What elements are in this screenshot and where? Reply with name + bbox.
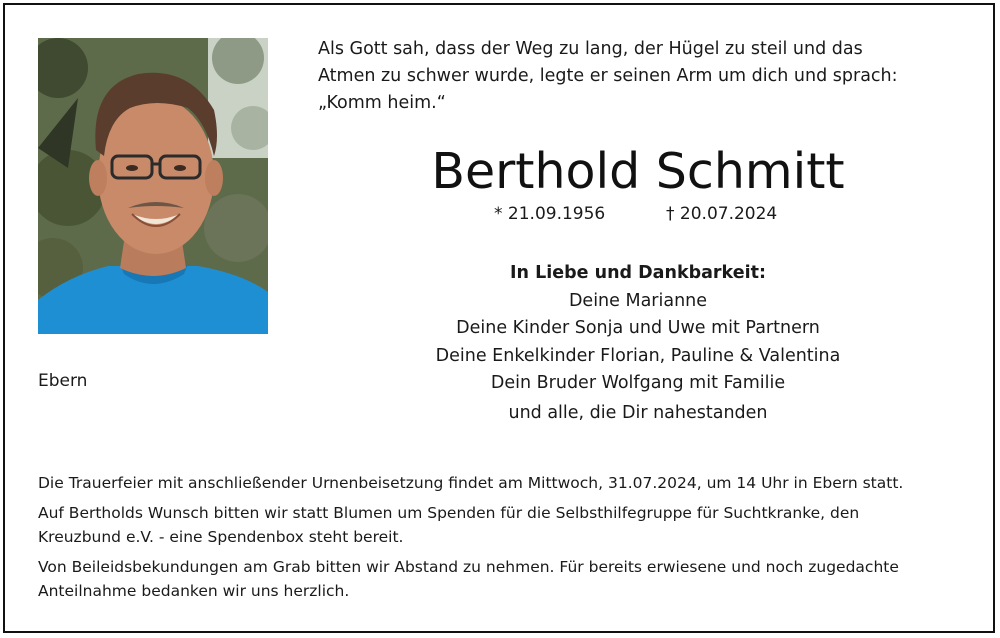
note-line: Von Beileidsbekundungen am Grab bitten wir Abstand zu nehmen. Für bereits erwiesene und noch zugedachte <box>38 558 899 576</box>
quote-line: Als Gott sah, dass der Weg zu lang, der Hügel zu steil und das <box>318 39 863 59</box>
quote-line: Atmen zu schwer wurde, legte er seinen Arm um dich und sprach: <box>318 66 898 86</box>
condolence-note <box>38 555 968 603</box>
funeral-notes <box>38 471 968 609</box>
note-line: Kreuzbund e.V. - eine Spendenbox steht bereit. <box>38 528 404 546</box>
death-date: † 20.07.2024 <box>666 204 778 224</box>
mourner-line: Deine Kinder Sonja und Uwe mit Partnern <box>456 318 820 338</box>
deceased-name: Berthold Schmitt <box>431 143 845 200</box>
place-of-residence: Ebern <box>38 371 88 391</box>
mourner-line: Deine Enkelkinder Florian, Pauline & Valentina <box>435 345 841 366</box>
mourners-list <box>318 260 958 427</box>
mourner-line: und alle, die Dir nahestanden <box>508 402 768 423</box>
mourner-line: Dein Bruder Wolfgang mit Familie <box>490 373 786 393</box>
portrait-photo <box>38 38 268 334</box>
note-line: Auf Bertholds Wunsch bitten wir statt Blumen um Spenden für die Selbsthilfegruppe für Suchtkranke, den <box>38 504 860 522</box>
birth-date: * 21.09.1956 <box>494 204 606 224</box>
mourner-line: Deine Marianne <box>568 290 708 311</box>
donation-note <box>38 501 968 549</box>
note-line: Die Trauerfeier mit anschließender Urnenbeisetzung findet am Mittwoch, 31.07.2024, um 14 Uhr in Ebern statt. <box>38 474 904 492</box>
quote-line: „Komm heim.“ <box>318 93 446 113</box>
funeral-service-note <box>38 471 968 495</box>
mourners-heading: In Liebe und Dankbarkeit: <box>510 263 766 283</box>
memorial-quote <box>318 36 958 117</box>
note-line: Anteilnahme bedanken wir uns herzlich. <box>38 582 350 600</box>
